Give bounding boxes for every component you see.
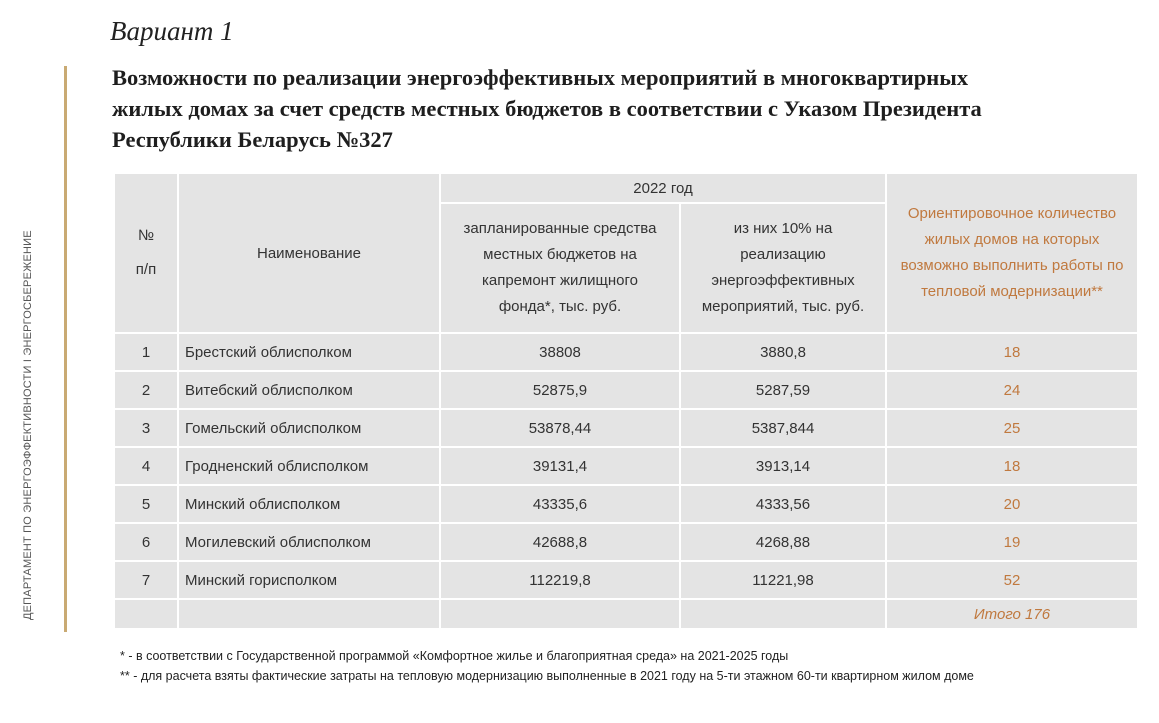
row-ten-percent: 5287,59 [680, 371, 886, 409]
header-ten-percent: из них 10% на реализацию энергоэффективных мероприятий, тыс. руб. [680, 203, 886, 333]
row-name: Гродненский облисполком [178, 447, 440, 485]
row-ten-percent: 5387,844 [680, 409, 886, 447]
footnote-1: * - в соответствии с Государственной программой «Комфортное жилье и благоприятная среда» на 2021-2025 годы [120, 649, 789, 663]
row-name: Могилевский облисполком [178, 523, 440, 561]
footnote-2: ** - для расчета взяты фактические затраты на тепловую модернизацию выполненные в 2021 году на 5-ти этажном 60-ти квартирном жилом доме [120, 669, 974, 683]
row-planned: 43335,6 [440, 485, 680, 523]
table-row [114, 561, 1138, 599]
row-name: Брестский облисполком [178, 333, 440, 371]
variant-label: Вариант 1 [110, 16, 234, 46]
row-planned: 42688,8 [440, 523, 680, 561]
table-row [114, 447, 1138, 485]
row-ten-percent: 4268,88 [680, 523, 886, 561]
row-num: 4 [114, 447, 178, 485]
row-ten-percent: 4333,56 [680, 485, 886, 523]
row-name: Витебский облисполком [178, 371, 440, 409]
table-row [114, 409, 1138, 447]
row-ten-percent: 11221,98 [680, 561, 886, 599]
row-houses: 18 [886, 447, 1138, 485]
row-houses: 25 [886, 409, 1138, 447]
row-name: Гомельский облисполком [178, 409, 440, 447]
header-planned: запланированные средства местных бюджетов на капремонт жилищного фонда*, тыс. руб. [440, 203, 680, 333]
header-num: № п/п [114, 173, 178, 333]
header-year: 2022 год [440, 173, 886, 203]
row-ten-percent: 3913,14 [680, 447, 886, 485]
table-row [114, 333, 1138, 371]
row-houses: 19 [886, 523, 1138, 561]
row-num: 2 [114, 371, 178, 409]
row-name: Минский облисполком [178, 485, 440, 523]
header-name: Наименование [178, 173, 440, 333]
row-planned: 39131,4 [440, 447, 680, 485]
table-row [114, 485, 1138, 523]
row-houses: 18 [886, 333, 1138, 371]
footnotes [120, 646, 974, 686]
row-houses: 20 [886, 485, 1138, 523]
total-value: Итого 176 [973, 605, 1051, 623]
row-planned: 52875,9 [440, 371, 680, 409]
table-total-row [114, 599, 1138, 629]
data-table [113, 172, 1139, 630]
row-num: 1 [114, 333, 178, 371]
table-row [114, 523, 1138, 561]
row-name: Минский горисполком [178, 561, 440, 599]
decorative-divider [64, 66, 67, 632]
header-houses: Ориентировочное количество жилых домов на которых возможно выполнить работы по тепловой модернизации** [886, 173, 1138, 333]
row-num: 5 [114, 485, 178, 523]
row-num: 6 [114, 523, 178, 561]
row-houses: 52 [886, 561, 1138, 599]
row-houses: 24 [886, 371, 1138, 409]
row-num: 7 [114, 561, 178, 599]
page-title: Возможности по реализации энергоэффективных мероприятий в многоквартирных жилых домах за счет средств местных бюджетов в соответствии с Указом Президента Республики Беларусь №327 [112, 65, 982, 152]
row-planned: 112219,8 [440, 561, 680, 599]
row-planned: 38808 [440, 333, 680, 371]
row-num: 3 [114, 409, 178, 447]
table-row [114, 371, 1138, 409]
row-planned: 53878,44 [440, 409, 680, 447]
row-ten-percent: 3880,8 [680, 333, 886, 371]
side-department-label: ДЕПАРТАМЕНТ ПО ЭНЕРГОЭФФЕКТИВНОСТИ I ЭНЕРГОСБЕРЕЖЕНИЕ [22, 230, 34, 620]
